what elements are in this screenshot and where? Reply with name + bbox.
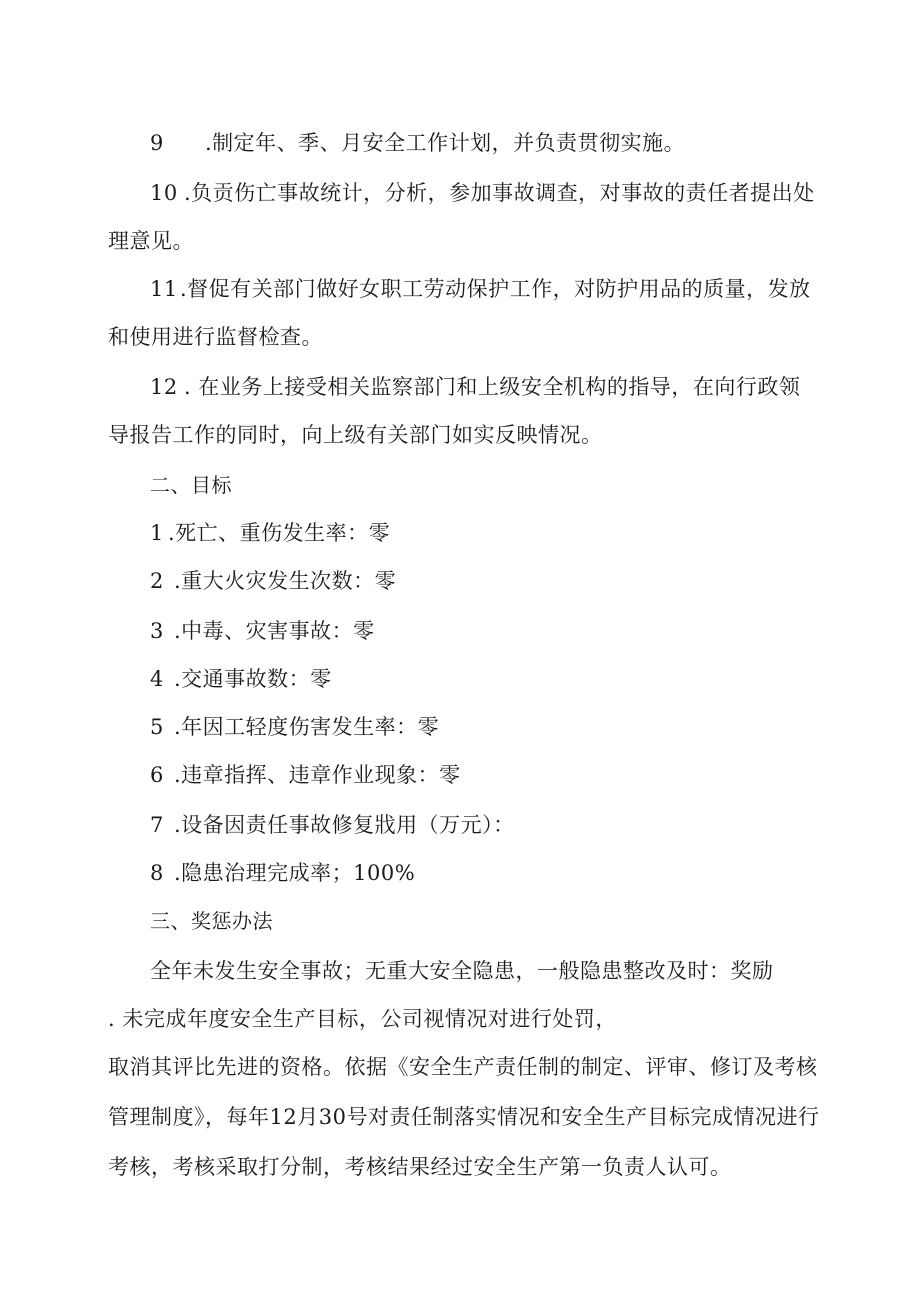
item-number: 4 <box>150 667 164 691</box>
paragraph-line: 取消其评比先进的资格。依据《安全生产责任制的制定、评审、修订及考核 <box>108 1055 818 1079</box>
duty-item-12-cont: 导报告工作的同时，向上级有关部门如实反映情况。 <box>108 423 603 447</box>
duty-item-10 <box>150 178 815 208</box>
goal-item <box>150 616 375 646</box>
item-text: .重大火灾发生次数：零 <box>174 569 397 593</box>
item-text: .负贡伤亡事故统计，分析，参加事故调查，对事故的责任者提出处 <box>184 181 815 205</box>
item-number: 3 <box>150 619 164 643</box>
item-number: 2 <box>150 569 164 593</box>
paragraph-line: 管理制度》，每年12月30号对责任制落实情况和安全生产目标完成情况进行 <box>108 1105 820 1129</box>
item-text: .中毒、灾害事故：零 <box>174 619 375 643</box>
goal-item <box>150 518 390 548</box>
item-text: . 在业务上接受相关监察部门和上级安全机构的指导，在向行政领 <box>184 375 801 399</box>
goal-item <box>150 712 439 742</box>
goal-item <box>150 810 515 840</box>
item-number: 8 <box>150 861 164 885</box>
goal-item <box>150 858 415 888</box>
item-text: .死亡、重伤发生率：零 <box>168 521 391 545</box>
item-text: .交通事故数：零 <box>174 667 332 691</box>
goal-item <box>150 760 461 790</box>
item-number: 11 <box>150 277 178 301</box>
item-number: 1 <box>150 521 164 545</box>
item-number: 12 <box>150 375 178 399</box>
paragraph-line: . 未完成年度安全生产目标，公司视情况对进行处罚， <box>108 1007 617 1031</box>
item-text: .督促有关部门做好女职工劳动保护工作，对防护用品的质量，发放 <box>180 277 811 301</box>
item-text: .设备因责任事故修复戕用（万元）： <box>174 813 515 837</box>
duty-item-10-cont: 理意见。 <box>108 229 194 253</box>
item-text: .隐患治理完成率；100% <box>174 861 416 885</box>
duty-item-12 <box>150 372 800 402</box>
duty-item-11-cont: 和使用进行监督检查。 <box>108 325 323 349</box>
item-text: .违章指挥、违章作业现象：零 <box>174 763 461 787</box>
item-text: .年因工轻度伤害发生率：零 <box>174 715 440 739</box>
item-text: .制定年、季、月安全工作计划，并负责贯彻实施。 <box>205 131 686 155</box>
item-number: 9 <box>150 131 164 155</box>
duty-item-9 <box>150 128 685 158</box>
goal-item <box>150 566 396 596</box>
duty-item-11 <box>150 274 811 304</box>
item-number: 6 <box>150 763 164 787</box>
item-number: 5 <box>150 715 164 739</box>
goal-item <box>150 664 332 694</box>
item-number: 10 <box>150 181 178 205</box>
paragraph-line: 考核，考核采取打分制，考核结果经过安全生产第一负责人认可。 <box>108 1155 732 1179</box>
item-number: 7 <box>150 813 164 837</box>
section-heading-rewards: 三、奖惩办法 <box>150 909 273 933</box>
section-heading-goals: 二、目标 <box>150 473 232 497</box>
paragraph-line: 全年未发生安全事故；无重大安全隐患，一般隐患整改及时：奖励 <box>150 959 774 983</box>
